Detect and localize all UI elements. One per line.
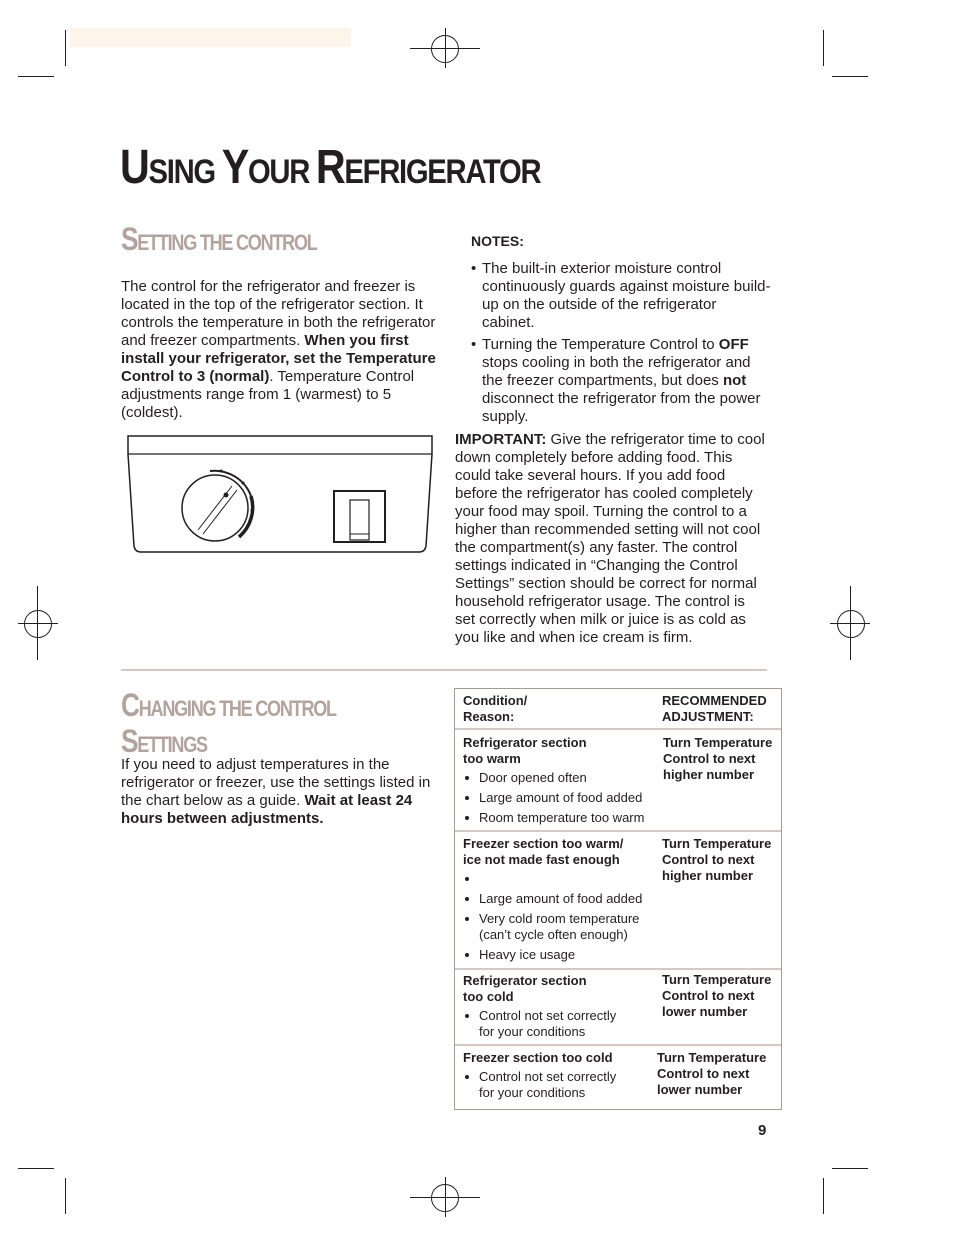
crop-mark <box>65 1178 66 1214</box>
section-divider <box>121 669 767 671</box>
changing-section-title: CHANGING THE CONTROL SETTINGS <box>121 687 336 759</box>
light-switch-icon <box>334 491 385 542</box>
table-header-condition: Condition/ Reason: <box>463 693 528 724</box>
reason-list <box>463 1069 616 1105</box>
registration-line <box>18 623 58 624</box>
list-item: Heavy ice usage <box>463 947 642 963</box>
bullet-icon: • <box>471 260 477 277</box>
color-bar <box>70 28 351 47</box>
table-row-divider <box>455 728 781 730</box>
table-row-condition: Freezer section too cold <box>463 1050 613 1065</box>
registration-mark-icon <box>24 610 52 638</box>
table-row-divider <box>455 1044 781 1046</box>
table-row-adjustment: Turn Temperature Control to next lower number <box>662 972 772 1019</box>
registration-line <box>445 1177 446 1217</box>
list-item: Control not set correctly for your conditions <box>463 1008 616 1040</box>
table-row-condition: Refrigerator section too warm <box>463 735 587 766</box>
setting-section-title: SETTING THE CONTROL <box>121 221 317 257</box>
note-item: • Turning the Temperature Control to OFF stops cooling in both the refrigerator and the freezer compartments, but does not disconnect the refrigerator from the power supply. <box>471 336 761 425</box>
reason-list <box>463 871 642 967</box>
registration-line <box>37 586 38 660</box>
list-item: Room temperature too warm <box>463 810 644 826</box>
registration-line <box>445 28 446 68</box>
crop-mark <box>823 1178 824 1214</box>
reason-list <box>463 1008 616 1044</box>
list-item: Door opened often <box>463 770 644 786</box>
crop-mark <box>823 30 824 66</box>
table-row-divider <box>455 968 781 970</box>
crop-mark <box>18 76 54 77</box>
bullet-icon: • <box>471 336 477 353</box>
page-title: USING YOUR REFRIGERATOR <box>120 141 541 194</box>
list-item <box>463 871 642 887</box>
note-item: • The built-in exterior moisture control continuously guards against moisture build-up on the outside of the refrigerator cabinet. <box>471 260 771 331</box>
list-item: Large amount of food added <box>463 891 642 907</box>
crop-mark <box>18 1168 54 1169</box>
setting-paragraph: The control for the refrigerator and freezer is located in the top of the refrigerator section. It controls the temperature in both the refrigerator and freezer compartments. When you first install your refrigerator, set the Temperature Control to 3 (normal). Temperature Control adjustments range from 1 (warmest) to 5 (coldest). <box>121 278 436 421</box>
page-number: 9 <box>758 1122 767 1139</box>
table-row-adjustment: Turn Temperature Control to next higher number <box>662 836 772 883</box>
table-header-adjustment: RECOMMENDED ADJUSTMENT: <box>662 693 767 724</box>
important-paragraph: IMPORTANT: Give the refrigerator time to cool down completely before adding food. This could take several hours. If you add food before the refrigerator has cooled completely your food may spoil. Turning the control to a higher than recommended setting will not cool the compartment(s) any faster. The control settings indicated in “Changing the Control Settings” section should be correct for normal household refrigerator usage. The control is set correctly when milk or juice is as cold as you like and when ice cream is firm. <box>455 431 765 646</box>
table-row-adjustment: Turn Temperature Control to next lower number <box>657 1050 767 1097</box>
list-item: Very cold room temperature (can’t cycle often enough) <box>463 911 642 943</box>
control-panel-illustration <box>125 434 437 556</box>
table-row-condition: Freezer section too warm/ ice not made fast enough <box>463 836 624 867</box>
registration-line <box>850 586 851 660</box>
list-item: Control not set correctly for your conditions <box>463 1069 616 1101</box>
notes-heading: NOTES: <box>471 233 524 249</box>
table-row-divider <box>455 830 781 832</box>
table-row-adjustment: Turn Temperature Control to next higher number <box>663 735 773 782</box>
table-row-condition: Refrigerator section too cold <box>463 973 587 1004</box>
changing-paragraph: If you need to adjust temperatures in the refrigerator or freezer, use the settings listed in the chart below as a guide. Wait at least 24 hours between adjustments. <box>121 756 431 827</box>
crop-mark <box>65 30 66 66</box>
crop-mark <box>832 1168 868 1169</box>
reason-list <box>463 770 644 830</box>
registration-mark-icon <box>837 610 865 638</box>
list-item: Large amount of food added <box>463 790 644 806</box>
crop-mark <box>832 76 868 77</box>
